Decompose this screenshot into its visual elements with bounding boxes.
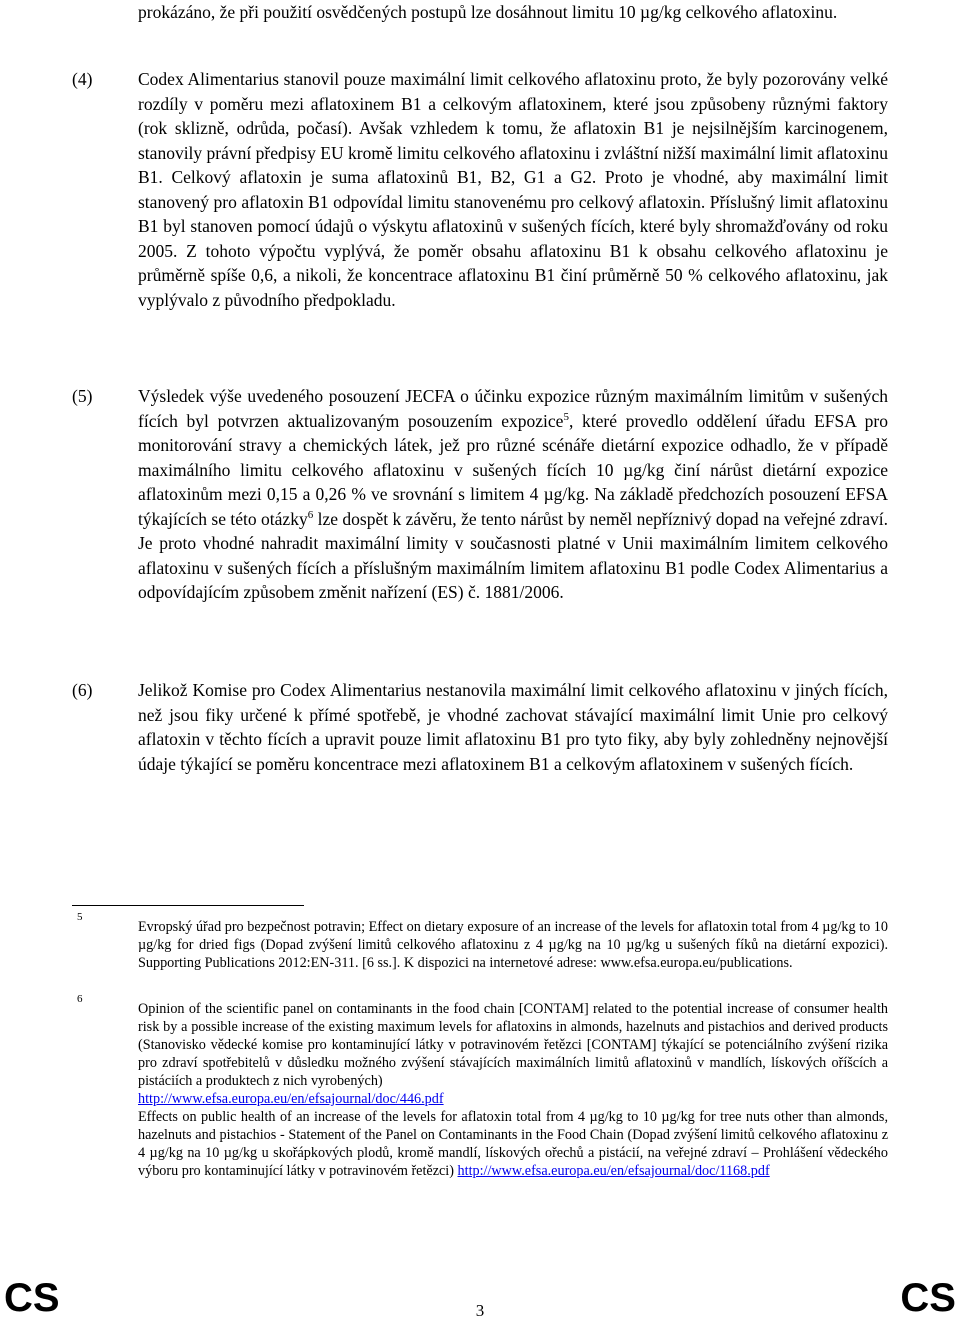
- footnote-text-part: Effects on public health of an increase of the levels for aflatoxin total from 4 µg/kg to 10 µg/kg for tree nuts other than almonds, hazelnuts and pistachios - Statement of the Panel on Contaminants in the Food Chain (Dopad zvýšení limitů celkového aflatoxinu z 4 µg/kg na 10 µg/kg u skořápkových plodů, kromě mandlí, lískových ořechů a pistácií, na veřejné zdraví – Prohlášení vědeckého výboru pro kontaminující látky v potravinovém řetězci): [138, 1109, 888, 1179]
- footnote-ref-6[interactable]: 6: [307, 508, 314, 521]
- paragraph-text: Jelikož Komise pro Codex Alimentarius nestanovila maximální limit celkového aflatoxinu v jiných fících, než jsou fiky určené k přímé spotřebě, je vhodné zachovat stávající maximální limit Unie pro celkový aflatoxin v těchto fících a upravit pouze limit aflatoxinu B1 pro tyto fiky, aby byly zohledněny nejnovější údaje týkající se poměru koncentrace mezi aflatoxinem B1 a celkovým aflatoxinem v sušených fících.: [138, 680, 888, 774]
- language-code-right: CS: [900, 1276, 956, 1320]
- footnote-number: 5: [77, 911, 83, 923]
- page-number: 3: [475, 1301, 485, 1320]
- paragraph-text-part: , které provedlo oddělení úřadu EFSA pro monitorování stravy a chemických látek, jež pro různé scénáře dietární expozice odhadlo, že v případě maximálního limitu celkového aflatoxinu v sušených fících 10 µg/kg činí nárůst dietární expozice aflatoxinům mezi 0,15 a 0,26 % ve srovnání s limitem 4 µg/kg. Na základě předchozích posouzení EFSA týkajících se této otázky: [138, 410, 888, 529]
- paragraph-number: (5): [72, 386, 93, 406]
- paragraph-4: [72, 67, 888, 312]
- footnote-5: [72, 911, 888, 972]
- footnote-text: [138, 1000, 888, 1180]
- footnote-text: Evropský úřad pro bezpečnost potravin; Effect on dietary exposure of an increase of the levels for aflatoxin total from 4 µg/kg to 10 µg/kg for dried figs (Dopad zvýšení limitů celkového aflatoxinu z 4 µg/kg na 10 µg/kg u sušených fíků na dietární expozici). Supporting Publications 2012:EN-311. [6 ss.]. K dispozici na internetové adrese: www.efsa.europa.eu/publications.: [138, 919, 888, 971]
- language-code-left: CS: [4, 1276, 60, 1320]
- footnote-separator: [72, 905, 304, 906]
- paragraph-5: [72, 384, 888, 605]
- paragraph-text: [138, 384, 888, 605]
- paragraph-6: [72, 678, 888, 776]
- footnote-link[interactable]: http://www.efsa.europa.eu/en/efsajournal/doc/1168.pdf: [457, 1163, 770, 1179]
- paragraph-number: (6): [72, 680, 93, 700]
- footnote-ref-5[interactable]: 5: [563, 410, 569, 423]
- paragraph-text: prokázáno, že při použití osvědčených postupů lze dosáhnout limitu 10 µg/kg celkového aflatoxinu.: [138, 2, 838, 22]
- paragraph-text: Codex Alimentarius stanovil pouze maximální limit celkového aflatoxinu proto, že byly pozorovány velké rozdíly v poměru mezi aflatoxinem B1 a celkovým aflatoxinem, které jsou způsobeny různými faktory (rok sklizně, odrůda, počasí). Avšak vzhledem k tomu, že aflatoxin B1 je nejsilnějším karcinogenem, stanovily právní předpisy EU kromě limitu celkového aflatoxinu i zvláštní nižší maximální limit aflatoxinu B1. Celkový aflatoxin je suma aflatoxinů B1, B2, G1 a G2. Proto je vhodné, aby maximální limit stanovený pro aflatoxin B1 odpovídal limitu stanovenému pro celkový aflatoxin. Příslušný limit aflatoxinu B1 byl stanoven pomocí údajů o výskytu aflatoxinů v sušených fících, které byly shromažďovány od roku 2005. Z tohoto výpočtu vyplývá, že poměr obsahu aflatoxinu B1 k obsahu celkového aflatoxinu je průměrně spíše 0,6, a nikoli, že koncentrace aflatoxinu B1 činí průměrně 50 % celkového aflatoxinu, jak vyplývalo z původního předpokladu.: [138, 69, 888, 310]
- paragraph-number: (4): [72, 69, 93, 89]
- footnote-number: 6: [77, 993, 83, 1005]
- paragraph-text-part: Výsledek výše uvedeného posouzení JECFA o účinku expozice různým maximálním limitům v sušených fících byl potvrzen aktualizovaným posouzením expozice: [138, 386, 888, 431]
- paragraph-continued: [72, 0, 888, 25]
- paragraph-text-part: lze dospět k závěru, že tento nárůst by neměl nepříznivý dopad na veřejné zdraví. Je proto vhodné nahradit maximální limity v současnosti platné v Unii maximálním limitem celkového aflatoxinu v sušených fících a příslušným maximálním limitem aflatoxinu B1 podle Codex Alimentarius a odpovídajícím způsobem změnit nařízení (ES) č. 1881/2006.: [138, 508, 889, 602]
- footnote-6: [72, 993, 888, 1180]
- footnote-link[interactable]: http://www.efsa.europa.eu/en/efsajournal/doc/446.pdf: [138, 1091, 444, 1107]
- footnote-text-part: Opinion of the scientific panel on contaminants in the food chain [CONTAM] related to the potential increase of consumer health risk by a possible increase of the existing maximum levels for aflatoxins in almonds, hazelnuts and pistachios and derived products (Stanovisko vědecké komise pro kontaminující látky v potravinovém řetězci [CONTAM] týkající se potenciálního zvýšení rizika pro zdraví spotřebitelů v důsledku možného zvýšení stávajících maximálních limitů aflatoxinů v mandlích, lískových oříšcích a pistáciích a produktech z nich vyrobených): [138, 1001, 888, 1089]
